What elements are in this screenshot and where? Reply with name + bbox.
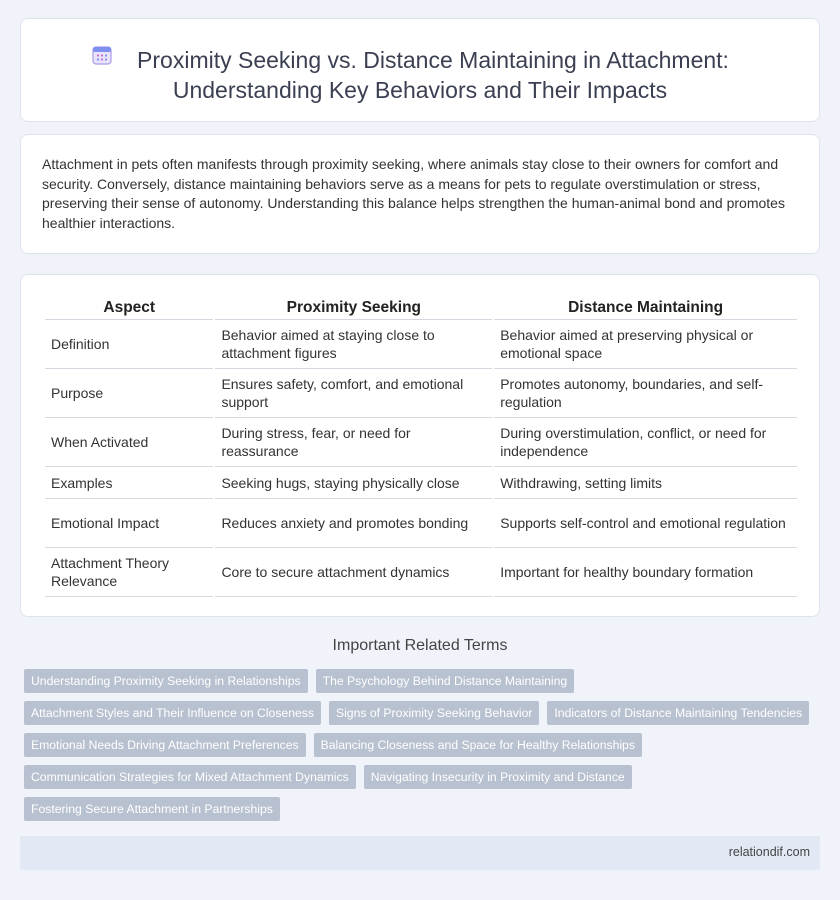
row-distance: Withdrawing, setting limits <box>494 467 797 499</box>
related-tag[interactable]: Communication Strategies for Mixed Attachment Dynamics <box>24 765 356 789</box>
row-aspect: Purpose <box>45 369 213 418</box>
related-tag[interactable]: Fostering Secure Attachment in Partnerships <box>24 797 280 821</box>
related-tag[interactable]: Emotional Needs Driving Attachment Preferences <box>24 733 306 757</box>
row-distance: Promotes autonomy, boundaries, and self-regulation <box>494 369 797 418</box>
row-proximity: Core to secure attachment dynamics <box>215 548 492 597</box>
comparison-table <box>43 297 799 597</box>
row-aspect: When Activated <box>45 418 213 467</box>
row-aspect: Definition <box>45 320 213 369</box>
table-row <box>45 548 797 597</box>
row-distance: Behavior aimed at preserving physical or emotional space <box>494 320 797 369</box>
intro-card <box>20 134 820 254</box>
row-distance: Supports self-control and emotional regulation <box>494 499 797 548</box>
table-row <box>45 320 797 369</box>
row-aspect: Attachment Theory Relevance <box>45 548 213 597</box>
row-proximity: During stress, fear, or need for reassurance <box>215 418 492 467</box>
row-proximity: Behavior aimed at staying close to attachment figures <box>215 320 492 369</box>
row-proximity: Seeking hugs, staying physically close <box>215 467 492 499</box>
row-aspect: Emotional Impact <box>45 499 213 548</box>
table-row <box>45 369 797 418</box>
related-tag[interactable]: Understanding Proximity Seeking in Relationships <box>24 669 308 693</box>
header-aspect: Aspect <box>45 297 213 320</box>
table-row <box>45 467 797 499</box>
header-proximity-seeking: Proximity Seeking <box>215 297 492 320</box>
footer <box>20 836 820 870</box>
title-line-2: Understanding Key Behaviors and Their Impacts <box>172 77 668 103</box>
row-proximity: Reduces anxiety and promotes bonding <box>215 499 492 548</box>
row-aspect: Examples <box>45 467 213 499</box>
row-distance: Important for healthy boundary formation <box>494 548 797 597</box>
page-title <box>21 45 819 105</box>
header-distance-maintaining: Distance Maintaining <box>494 297 797 320</box>
related-tag[interactable]: Balancing Closeness and Space for Healthy Relationships <box>314 733 642 757</box>
comparison-card <box>20 274 820 617</box>
table-header-row <box>45 297 797 320</box>
footer-site-link[interactable]: relationdif.com <box>728 845 810 859</box>
row-proximity: Ensures safety, comfort, and emotional support <box>215 369 492 418</box>
related-tag[interactable]: The Psychology Behind Distance Maintaining <box>316 669 575 693</box>
table-row <box>45 499 797 548</box>
title-line-1: Proximity Seeking vs. Distance Maintaining in Attachment: <box>137 47 729 73</box>
related-tag[interactable]: Navigating Insecurity in Proximity and Distance <box>364 765 632 789</box>
row-distance: During overstimulation, conflict, or need for independence <box>494 418 797 467</box>
related-tag[interactable]: Attachment Styles and Their Influence on Closeness <box>24 701 321 725</box>
intro-paragraph: Attachment in pets often manifests through proximity seeking, where animals stay close to their owners for comfort and security. Conversely, distance maintaining behaviors serve as a means for pets to regulate overstimulation or stress, preserving their sense of autonomy. Understanding this balance helps strengthen the human-animal bond and promotes healthier interactions. <box>42 156 785 231</box>
table-row <box>45 418 797 467</box>
related-terms-list <box>24 669 804 829</box>
title-card <box>20 18 820 122</box>
related-tag[interactable]: Signs of Proximity Seeking Behavior <box>329 701 539 725</box>
related-terms-heading: Important Related Terms <box>332 637 508 654</box>
related-tag[interactable]: Indicators of Distance Maintaining Tendencies <box>547 701 809 725</box>
